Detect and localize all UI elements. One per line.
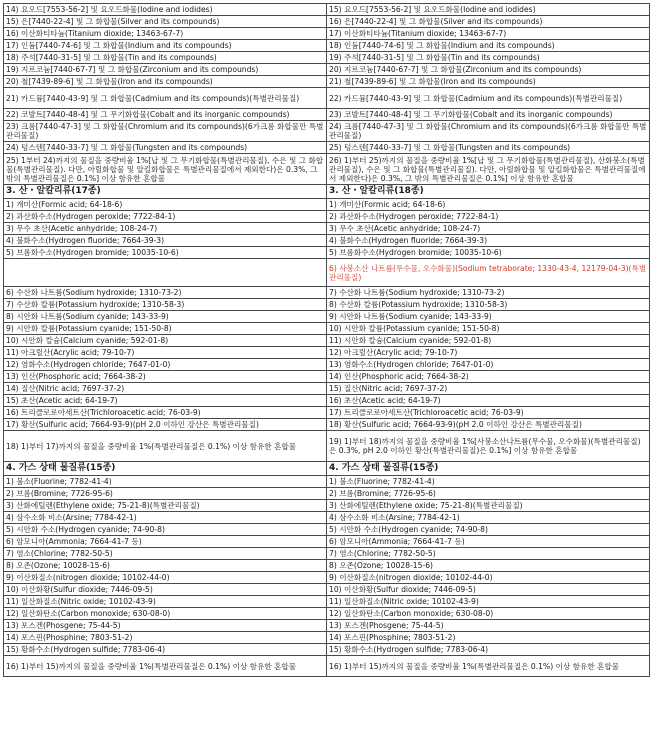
revised-text-cell: 9) 시안화 나트륨(Sodium cyanide; 143-33-9) [327,311,650,323]
current-text-cell: 1) 개미산(Formic acid; 64-18-6) [4,199,327,211]
current-text-cell: 1) 불소(Fluorine; 7782-41-4) [4,476,327,488]
revised-text-cell: 23) 코발트[7440-48-4] 및 그 무기화합물(Cobalt and its inorganic compounds) [327,109,650,121]
table-row [4,247,650,259]
current-text-cell: 12) 염화수소(Hydrogen chloride; 7647-01-0) [4,359,327,371]
revised-text-cell: 7) 수산화 나트륨(Sodium hydroxide; 1310-73-2) [327,287,650,299]
table-row [4,476,650,488]
current-text-cell: 19) 지르코늄[7440-67-7] 및 그 화합물(Zirconium and its compounds) [4,64,327,76]
revised-text-cell: 26) 1)부터 25)까지의 물질을 중량비율 1%[납 및 그 무기화합물(특별관리물질), 산화붕소(특별관리물질), 수은 및 그 화합물(특별관리물질). 다만, 아릴화합물 및 알킬화합물은 특별관리물질에서 제외한다)은 0.3%, 그 밖의 특별관리물질은 0.1%] 이상 함유한 혼합물 [327,154,650,185]
revised-text-cell: 18) 황산(Sulfuric acid; 7664-93-9)(pH 2.0 이하인 강산은 특별관리물질) [327,419,650,431]
table-row [4,64,650,76]
current-text-cell: 14) 질산(Nitric acid; 7697-37-2) [4,383,327,395]
revised-text-cell: 1) 개미산(Formic acid; 64-18-6) [327,199,650,211]
current-text-cell: 20) 철[7439-89-6] 및 그 화합물(Iron and its compounds) [4,76,327,88]
revised-text-cell: 15) 질산(Nitric acid; 7697-37-2) [327,383,650,395]
current-text-cell: 8) 시안화 나트륨(Sodium cyanide; 143-33-9) [4,311,327,323]
revised-text-cell: 15) 요오드[7553-56-2] 및 요오드화물(Iodine and iodides) [327,4,650,16]
current-text-cell: 7) 염소(Chlorine; 7782-50-5) [4,548,327,560]
revised-text-cell: 13) 염화수소(Hydrogen chloride; 7647-01-0) [327,359,650,371]
current-text-cell: 13) 인산(Phosphoric acid; 7664-38-2) [4,371,327,383]
revised-text-cell: 16) 초산(Acetic acid; 64-19-7) [327,395,650,407]
revised-text-cell: 13) 포스겐(Phosgene; 75-44-5) [327,620,650,632]
revised-text-cell: 3) 무수 초산(Acetic anhydride; 108-24-7) [327,223,650,235]
table-row [4,596,650,608]
table-row [4,383,650,395]
current-text-cell [4,259,327,287]
table-row [4,109,650,121]
revised-text-cell: 7) 염소(Chlorine; 7782-50-5) [327,548,650,560]
revised-text-cell: 12) 아크릴산(Acrylic acid; 79-10-7) [327,347,650,359]
current-text-cell: 2) 브롬(Bromine; 7726-95-6) [4,488,327,500]
comparison-table [3,3,650,677]
table-row [4,4,650,16]
table-row [4,524,650,536]
current-text-cell: 10) 이산화황(Sulfur dioxide; 7446-09-5) [4,584,327,596]
current-text-cell: 16) 이산화티타늄(Titanium dioxide; 13463-67-7) [4,28,327,40]
current-text-cell: 5) 시안화 수소(Hydrogen cyanide; 74-90-8) [4,524,327,536]
current-text-cell: 17) 황산(Sulfuric acid; 7664-93-9)(pH 2.0 이하인 강산은 특별관리물질) [4,419,327,431]
revised-text-cell: 8) 수산화 칼륨(Potassium hydroxide; 1310-58-3) [327,299,650,311]
current-text-cell: 14) 요오드[7553-56-2] 및 요오드화물(Iodine and iodides) [4,4,327,16]
revised-text-cell: 10) 시안화 칼륨(Potassium cyanide; 151-50-8) [327,323,650,335]
added-item-cell: 6) 사붕소산 나트륨(무수물, 오수화물)(Sodium tetraborate; 1330-43-4, 12179-04-3)(특별관리물질) [327,259,650,287]
table-row [4,16,650,28]
table-row [4,608,650,620]
revised-text-cell: 4) 불화수소(Hydrogen fluoride; 7664-39-3) [327,235,650,247]
revised-text-cell: 21) 철[7439-89-6] 및 그 화합물(Iron and its compounds) [327,76,650,88]
current-text-cell: 4) 삼수소화 비소(Arsine; 7784-42-1) [4,512,327,524]
revised-text-cell: 11) 시안화 칼슘(Calcium cyanide; 592-01-8) [327,335,650,347]
table-row [4,560,650,572]
revised-text-cell: 20) 지르코늄[7440-67-7] 및 그 화합물(Zirconium and its compounds) [327,64,650,76]
table-row [4,154,650,185]
revised-text-cell: 14) 인산(Phosphoric acid; 7664-38-2) [327,371,650,383]
current-text-cell: 11) 아크릴산(Acrylic acid; 79-10-7) [4,347,327,359]
current-text-cell: 18) 1)부터 17)까지의 물질을 중량비율 1%(특별관리물질은 0.1%) 이상 함유한 혼합물 [4,431,327,462]
table-row [4,431,650,462]
revised-text-cell: 12) 일산화탄소(Carbon monoxide; 630-08-0) [327,608,650,620]
current-text-cell: 17) 인듐[7440-74-6] 및 그 화합물(Indium and its compounds) [4,40,327,52]
current-text-cell: 10) 시안화 칼슘(Calcium cyanide; 592-01-8) [4,335,327,347]
table-row [4,620,650,632]
revised-text-cell: 16) 1)부터 15)까지의 물질을 중량비율 1%(특별관리물질은 0.1%) 이상 함유한 혼합물 [327,656,650,677]
table-row [4,512,650,524]
table-row [4,287,650,299]
revised-text-cell: 22) 카드뮴[7440-43-9] 및 그 화합물(Cadmium and its compounds)(특별관리물질) [327,88,650,109]
table-body [4,4,650,677]
current-text-cell: 21) 카드뮴[7440-43-9] 및 그 화합물(Cadmium and its compounds)(특별관리물질) [4,88,327,109]
table-row [4,632,650,644]
current-text-cell: 6) 암모니아(Ammonia; 7664-41-7 등) [4,536,327,548]
current-text-cell: 3. 산・알칼리류(17종) [4,185,327,199]
table-row [4,656,650,677]
revised-text-cell: 5) 시안화 수소(Hydrogen cyanide; 74-90-8) [327,524,650,536]
current-text-cell: 25) 1부터 24)까지의 물질을 중량비율 1%[납 및 그 무기화합물(특별관리물질), 수은 및 그 화합물(특별관리물질). 다만, 아릴화합물 및 알킬화합물은 특별관리물질에서 제외한다)은 0.3%, 그 밖의 특별관리물질은 0.1%] 이상 함유한 혼합물 [4,154,327,185]
revised-text-cell: 25) 텅스텐[7440-33-7] 및 그 화합물(Tungsten and its compounds) [327,142,650,154]
revised-text-cell: 10) 이산화황(Sulfur dioxide; 7446-09-5) [327,584,650,596]
current-text-cell: 15) 초산(Acetic acid; 64-19-7) [4,395,327,407]
table-row [4,536,650,548]
table-row [4,335,650,347]
table-row [4,211,650,223]
current-text-cell: 3) 산화에틸렌(Ethylene oxide; 75-21-8)(특별관리물질) [4,500,327,512]
revised-text-cell: 6) 암모니아(Ammonia; 7664-41-7 등) [327,536,650,548]
table-row [4,323,650,335]
current-text-cell: 18) 주석[7440-31-5] 및 그 화합물(Tin and its compounds) [4,52,327,64]
table-row [4,299,650,311]
table-row [4,40,650,52]
revised-text-cell: 17) 트리클로로아세트산(Trichloroacetic acid; 76-03-9) [327,407,650,419]
section-heading-row [4,462,650,476]
current-text-cell: 6) 수산화 나트륨(Sodium hydroxide; 1310-73-2) [4,287,327,299]
current-text-cell: 8) 오존(Ozone; 10028-15-6) [4,560,327,572]
table-row [4,88,650,109]
table-row [4,76,650,88]
current-text-cell: 15) 황화수소(Hydrogen sulfide; 7783-06-4) [4,644,327,656]
revised-text-cell: 4) 삼수소화 비소(Arsine; 7784-42-1) [327,512,650,524]
revised-text-cell: 24) 크롬[7440-47-3] 및 그 화합물(Chromium and its compounds)(6가크롬 화합물만 특별관리물질) [327,121,650,142]
revised-text-cell: 11) 일산화질소(Nitric oxide; 10102-43-9) [327,596,650,608]
table-row [4,572,650,584]
revised-text-cell: 3) 산화에틸렌(Ethylene oxide; 75-21-8)(특별관리물질) [327,500,650,512]
table-row [4,347,650,359]
current-text-cell: 5) 브롬화수소(Hydrogen bromide; 10035-10-6) [4,247,327,259]
table-row [4,223,650,235]
current-text-cell: 3) 무수 초산(Acetic anhydride; 108-24-7) [4,223,327,235]
current-text-cell: 14) 포스핀(Phosphine; 7803-51-2) [4,632,327,644]
table-row [4,500,650,512]
table-row [4,419,650,431]
revised-text-cell: 3. 산・알칼리류(18종) [327,185,650,199]
table-row [4,235,650,247]
current-text-cell: 4) 불화수소(Hydrogen fluoride; 7664-39-3) [4,235,327,247]
table-row [4,488,650,500]
table-row [4,548,650,560]
revised-text-cell: 2) 과산화수소(Hydrogen peroxide; 7722-84-1) [327,211,650,223]
table-row [4,359,650,371]
revised-text-cell: 16) 은[7440-22-4] 및 그 화합물(Silver and its compounds) [327,16,650,28]
revised-text-cell: 19) 주석[7440-31-5] 및 그 화합물(Tin and its compounds) [327,52,650,64]
revised-text-cell: 4. 가스 상태 물질류(15종) [327,462,650,476]
current-text-cell: 16) 트리클로로아세트산(Trichloroacetic acid; 76-03-9) [4,407,327,419]
table-row [4,584,650,596]
revised-text-cell: 18) 인듐[7440-74-6] 및 그 화합물(Indium and its compounds) [327,40,650,52]
table-row [4,259,650,287]
current-text-cell: 24) 텅스텐[7440-33-7] 및 그 화합물(Tungsten and its compounds) [4,142,327,154]
table-row [4,407,650,419]
table-row [4,311,650,323]
table-row [4,28,650,40]
current-text-cell: 11) 일산화질소(Nitric oxide; 10102-43-9) [4,596,327,608]
current-text-cell: 12) 일산화탄소(Carbon monoxide; 630-08-0) [4,608,327,620]
current-text-cell: 2) 과산화수소(Hydrogen peroxide; 7722-84-1) [4,211,327,223]
revised-text-cell: 8) 오존(Ozone; 10028-15-6) [327,560,650,572]
current-text-cell: 9) 이산화질소(nitrogen dioxide; 10102-44-0) [4,572,327,584]
revised-text-cell: 19) 1)부터 18)까지의 물질을 중량비율 1%[사붕소산나트륨(무수물, 오수화물)(특별관리물질)은 0.3%, pH 2.0 이하인 황산(특별관리물질)은 0.1%] 이상 함유한 혼합물 [327,431,650,462]
table-row [4,644,650,656]
current-text-cell: 9) 시안화 칼륨(Potassium cyanide; 151-50-8) [4,323,327,335]
current-text-cell: 23) 크롬[7440-47-3] 및 그 화합물(Chromium and its compounds)(6가크롬 화합물만 특별관리물질) [4,121,327,142]
revised-text-cell: 5) 브롬화수소(Hydrogen bromide; 10035-10-6) [327,247,650,259]
current-text-cell: 22) 코발트[7440-48-4] 및 그 무기화합물(Cobalt and its inorganic compounds) [4,109,327,121]
current-text-cell: 7) 수산화 칼륨(Potassium hydroxide; 1310-58-3) [4,299,327,311]
revised-text-cell: 17) 이산화티타늄(Titanium dioxide; 13463-67-7) [327,28,650,40]
table-row [4,142,650,154]
revised-text-cell: 14) 포스핀(Phosphine; 7803-51-2) [327,632,650,644]
revised-text-cell: 15) 황화수소(Hydrogen sulfide; 7783-06-4) [327,644,650,656]
table-row [4,395,650,407]
current-text-cell: 13) 포스겐(Phosgene; 75-44-5) [4,620,327,632]
table-row [4,199,650,211]
table-row [4,121,650,142]
current-text-cell: 15) 은[7440-22-4] 및 그 화합물(Silver and its compounds) [4,16,327,28]
revised-text-cell: 2) 브롬(Bromine; 7726-95-6) [327,488,650,500]
revised-text-cell: 9) 이산화질소(nitrogen dioxide; 10102-44-0) [327,572,650,584]
table-row [4,371,650,383]
current-text-cell: 4. 가스 상태 물질류(15종) [4,462,327,476]
table-row [4,52,650,64]
current-text-cell: 16) 1)부터 15)까지의 물질을 중량비율 1%(특별관리물질은 0.1%) 이상 함유한 혼합물 [4,656,327,677]
section-heading-row [4,185,650,199]
revised-text-cell: 1) 불소(Fluorine; 7782-41-4) [327,476,650,488]
